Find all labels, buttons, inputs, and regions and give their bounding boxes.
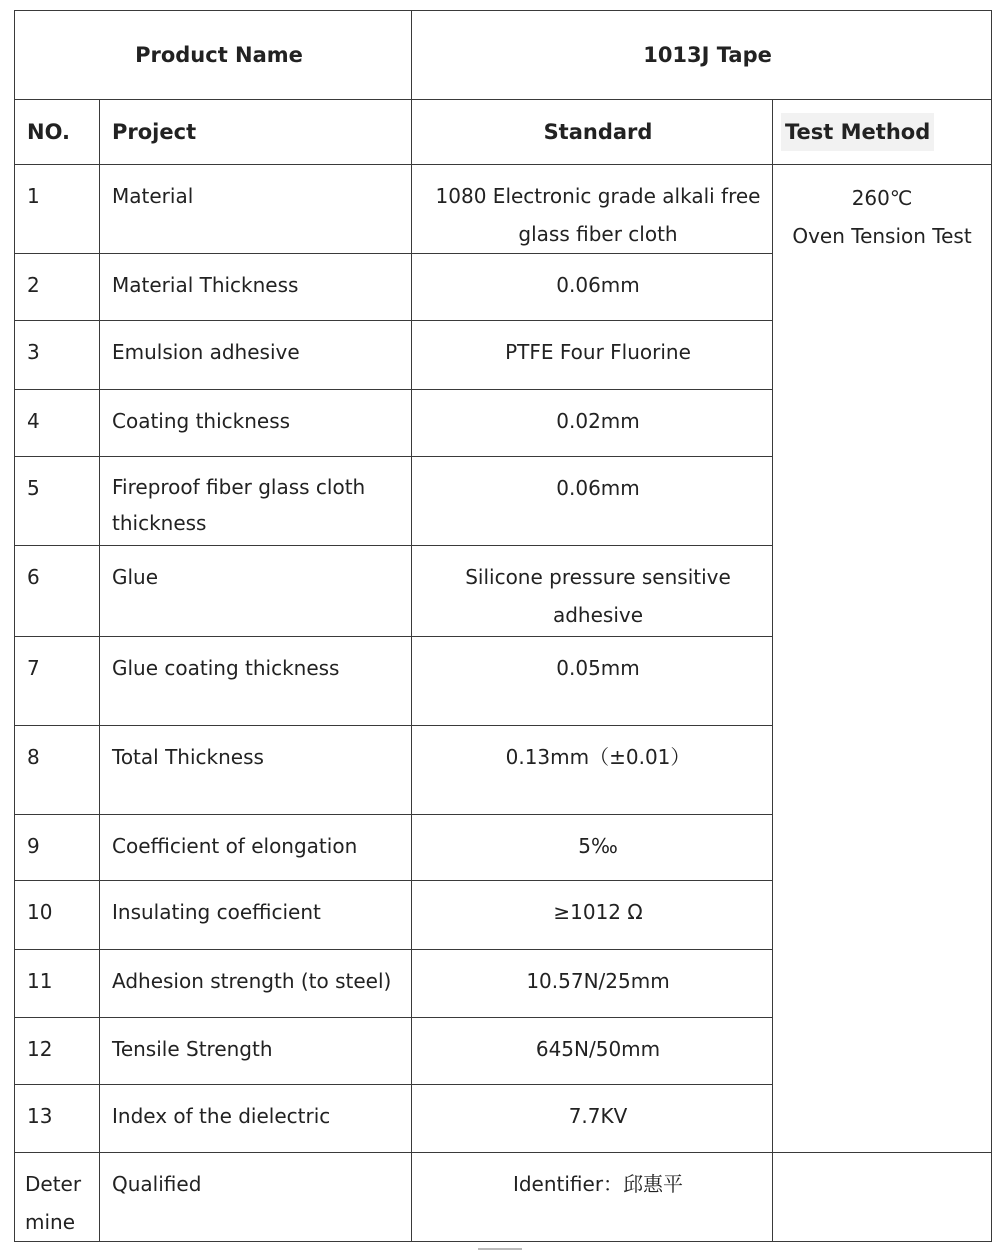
- row-no: 12: [15, 1018, 100, 1085]
- row-project: Glue: [100, 546, 412, 637]
- test-method-label: Test Method: [781, 113, 934, 151]
- row-project: Material Thickness: [100, 254, 412, 321]
- row-standard: 0.05mm: [412, 637, 773, 726]
- row-project: Tensile Strength: [100, 1018, 412, 1085]
- test-method-name: Oven Tension Test: [792, 224, 972, 248]
- column-header-row: [15, 100, 992, 165]
- row-standard: 0.02mm: [412, 390, 773, 457]
- row-project: Adhesion strength (to steel): [100, 950, 412, 1018]
- row-no: 7: [15, 637, 100, 726]
- col-test-method-header: [773, 100, 992, 165]
- row-no: 11: [15, 950, 100, 1018]
- row-standard: 645N/50mm: [412, 1018, 773, 1085]
- row-project: Coating thickness: [100, 390, 412, 457]
- row-standard: ≥1012 Ω: [412, 881, 773, 950]
- row-standard: 10.57N/25mm: [412, 950, 773, 1018]
- row-standard: 1080 Electronic grade alkali free glass fiber cloth: [412, 165, 773, 254]
- row-project: Fireproof fiber glass cloth thickness: [100, 457, 412, 546]
- row-project: Insulating coefficient: [100, 881, 412, 950]
- row-no: 4: [15, 390, 100, 457]
- row-standard: Silicone pressure sensitive adhesive: [412, 546, 773, 637]
- col-project-header: Project: [100, 100, 412, 165]
- table-row: [15, 165, 992, 254]
- determine-empty-cell: [773, 1153, 992, 1242]
- row-no: 2: [15, 254, 100, 321]
- row-no: 5: [15, 457, 100, 546]
- row-no: 10: [15, 881, 100, 950]
- row-no: 8: [15, 726, 100, 815]
- col-no-header: NO.: [15, 100, 100, 165]
- row-project: Material: [100, 165, 412, 254]
- determine-label: Deter mine: [15, 1153, 100, 1242]
- row-project: Total Thickness: [100, 726, 412, 815]
- row-standard: 0.06mm: [412, 457, 773, 546]
- row-no: 9: [15, 815, 100, 881]
- test-method-temp: 260℃: [851, 186, 913, 210]
- row-no: 13: [15, 1085, 100, 1153]
- row-no: 1: [15, 165, 100, 254]
- row-no: 3: [15, 321, 100, 390]
- determine-result: Qualified: [100, 1153, 412, 1242]
- product-name-label: Product Name: [15, 11, 412, 100]
- product-name-value: 1013J Tape: [412, 11, 992, 100]
- spec-table: [14, 10, 992, 1242]
- row-project: Glue coating thickness: [100, 637, 412, 726]
- determine-row: [15, 1153, 992, 1242]
- row-project: Index of the dielectric: [100, 1085, 412, 1153]
- row-standard: 0.06mm: [412, 254, 773, 321]
- identifier-text: Identifier：邱惠平: [412, 1153, 773, 1242]
- test-method-cell: [773, 165, 992, 1153]
- row-standard: 7.7KV: [412, 1085, 773, 1153]
- row-no: 6: [15, 546, 100, 637]
- row-standard: 5‰: [412, 815, 773, 881]
- row-project: Emulsion adhesive: [100, 321, 412, 390]
- page-edge-mark: [478, 1248, 522, 1256]
- row-project: Coefficient of elongation: [100, 815, 412, 881]
- col-standard-header: Standard: [412, 100, 773, 165]
- product-name-row: [15, 11, 992, 100]
- row-standard: 0.13mm（±0.01）: [412, 726, 773, 815]
- row-standard: PTFE Four Fluorine: [412, 321, 773, 390]
